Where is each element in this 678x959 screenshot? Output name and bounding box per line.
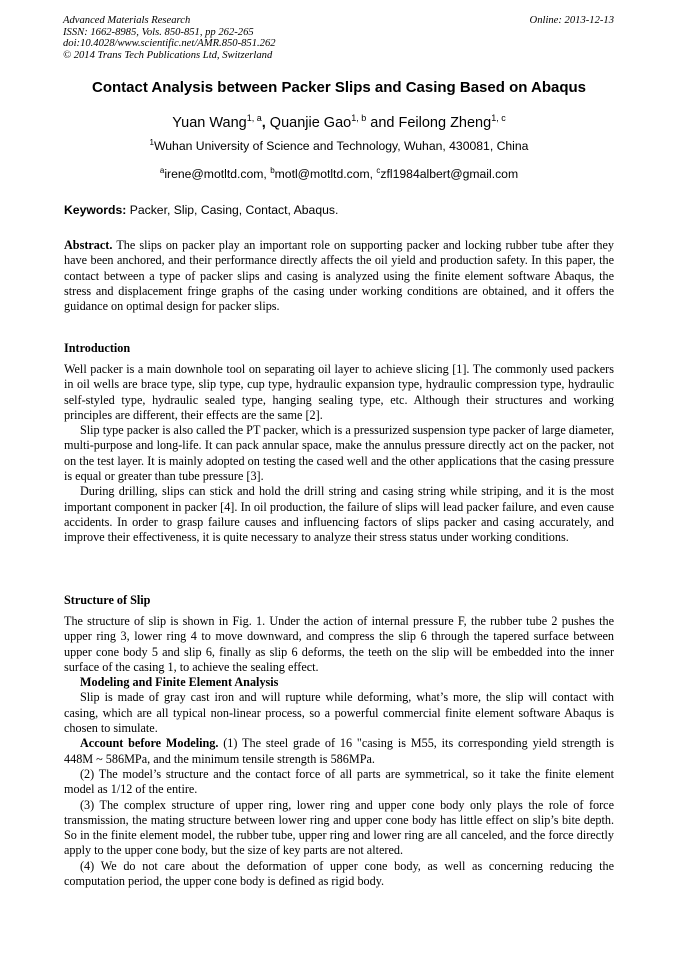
online-date: Online: 2013-12-13 <box>529 15 614 26</box>
keywords <box>64 203 614 217</box>
issn: ISSN: 1662-8985, Vols. 850-851, pp 262-265 <box>63 26 254 38</box>
author-name: Feilong Zheng <box>398 114 492 131</box>
email-list: $^a$irene@motltd.com, $^b$motl@motltd.com, $^c$zfl1984albert@gmail.com <box>159 166 519 182</box>
keywords-text: Packer, Slip, Casing, Contact, Abaqus. <box>129 203 339 217</box>
author-separator: and <box>366 114 399 131</box>
paragraph-label: Account before Modeling. <box>80 736 219 751</box>
paragraph: (2) The model’s structure and the contact force of all parts are symmetrical, so it take the finite element model as 1/12 of the entire. <box>64 766 614 797</box>
paragraph <box>64 736 614 767</box>
paragraph: During drilling, slips can stick and hold the drill string and casing string while striping, and it is the most important component in packer [4]. In oil production, the failure of slips will lead packer failure, and even cause accidents. In order to grasp failure causes and influencing factors of slips packer and casing accurately, and improve their effectiveness, it is quite necessary to analyze their stress status under working conditions. <box>64 484 614 545</box>
keywords-label: Keywords: <box>64 203 127 217</box>
journal-info <box>63 15 276 61</box>
paragraph-text: (1) The steel grade of 16 "casing is M55, its corresponding yield strength is 448M ~ 586MPa, and the minimum tensile strength is 586MPa. <box>64 736 614 766</box>
author-sup: 1, b <box>351 113 367 123</box>
email-link: zfl1984albert@gmail.com <box>380 167 519 182</box>
paragraph: (3) The complex structure of upper ring, lower ring and upper cone body only plays the role of force transmission, the mating structure between lower ring and upper cone body has little effect on slip’s bite depth. So in the finite element model, the rubber tube, upper ring and lower ring are all canceled, and the force directly apply to the upper cone body, but the size of key parts are not altered. <box>64 797 614 858</box>
abstract <box>64 238 614 314</box>
author-name: Yuan Wang <box>172 114 247 131</box>
abstract-text: The slips on packer play an important role on supporting packer and locking rubber tube after they have been anchored, and their performance directly affects the oil yield and production safety. In this paper, the contact between a type of packer slips and casing is analyzed using the finite element software Abaqus, the stress and displacement fringe graphs of the casing under working conditions are obtained, and it offers the guidance on optimal design for packer slips. <box>64 238 614 314</box>
introduction-heading: Introduction <box>64 341 131 355</box>
email-link: irene@motltd.com <box>164 167 264 182</box>
doi: doi:10.4028/www.scientific.net/AMR.850-851.262 <box>63 38 276 49</box>
author-sup: 1, a <box>246 113 262 123</box>
author-sup: 1, c <box>491 113 506 123</box>
copyright: © 2014 Trans Tech Publications Ltd, Switzerland <box>63 49 273 61</box>
structure-body <box>64 614 614 889</box>
author-name: Quanjie Gao <box>269 114 352 131</box>
author-separator: , <box>261 114 270 131</box>
abstract-label: Abstract. <box>64 238 113 252</box>
email-link: motl@motltd.com <box>274 167 370 182</box>
paper-title: Contact Analysis between Packer Slips and Casing Based on Abaqus <box>91 79 587 96</box>
introduction-body <box>64 362 614 546</box>
email-sup: a <box>159 166 165 175</box>
structure-heading: Structure of Slip <box>64 593 151 607</box>
paragraph: (4) We do not care about the deformation of upper cone body, as well as concerning reducing the computation period, the upper cone body is defined as rigid body. <box>64 858 614 889</box>
paragraph: The structure of slip is shown in Fig. 1. Under the action of internal pressure F, the rubber tube 2 pushes the upper ring 3, lower ring 4 to move downward, and compress the slip 6 through the tapered surface between upper cone body 5 and slip 6, finally as slip 6 deforms, the teeth on the slip will be embedded into the inner surface of the casing 1, to achieve the sealing effect. <box>64 614 614 674</box>
affiliation-sup: 1 <box>149 138 154 147</box>
paragraph: Well packer is a main downhole tool on separating oil layer to achieve slicing [1]. The commonly used packers in oil wells are brace type, slip type, cup type, hydraulic expansion type, hydraulic compression type, hydraulic self-styled type, hydraulic sealed type, hanging sealing type, etc. Although their structures and working principles are different, their effects are the same [2]. <box>64 362 614 422</box>
subheading: Modeling and Finite Element Analysis <box>80 675 279 690</box>
author-list <box>0 113 678 131</box>
email-sup: c <box>376 166 381 175</box>
affiliation-text: Wuhan University of Science and Technology, Wuhan, 430081, China <box>154 139 529 154</box>
journal-name: Advanced Materials Research <box>63 15 191 26</box>
affiliation <box>0 138 678 153</box>
email-sup: b <box>270 166 275 175</box>
paragraph: Slip is made of gray cast iron and will rupture while deforming, what’s more, the slip will contact with casing, which are all typical non-linear process, so a powerful commercial finite element software Abaqus is chosen to simulate. <box>64 690 614 736</box>
paragraph: Slip type packer is also called the PT packer, which is a pressurized suspension type packer of large diameter, multi-purpose and long-life. It can pack annular space, make the annulus pressure directly act on the packer, not on the test layer. It is mainly adopted on testing the cased well and the other applications that the casing pressure is equal or greater than tube pressure [3]. <box>64 423 614 484</box>
